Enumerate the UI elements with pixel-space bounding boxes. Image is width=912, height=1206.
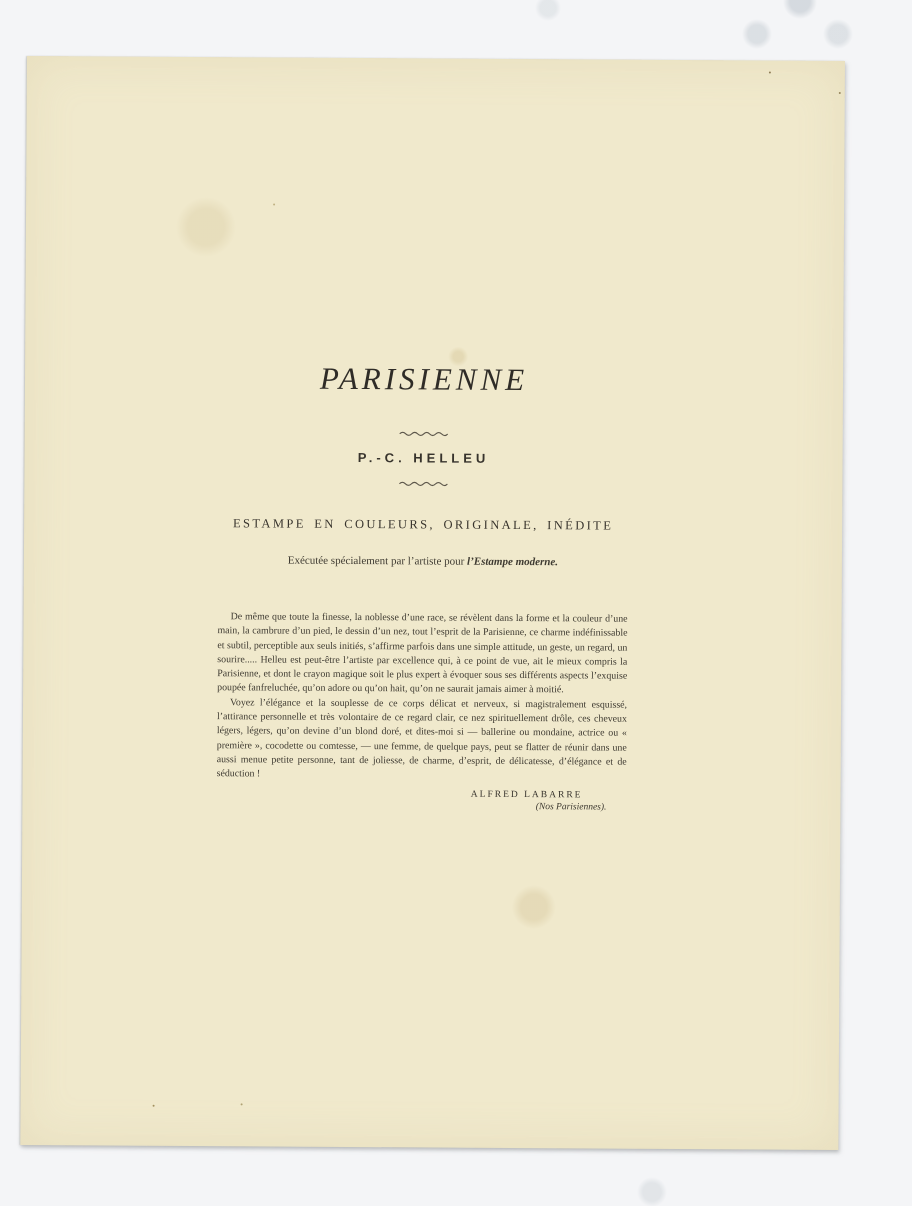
page-content [214,57,631,1148]
page-title: PARISIENNE [319,360,529,398]
paragraph-2: Voyez l’élégance et la souplesse de ce corps délicat et nerveux, si magistralement esquissé, l’attirance personnelle et très volontaire de ce regard clair, ce nez spirituellement drôle, ces cheveux légers, légers, qu’on devine d’un blond doré, et dites-moi si — ballerine ou mondaine, actrice ou « première », cocodette ou comtesse, — une femme, de quelque pays, peut se flatter de réunir dans une aussi menue petite personne, tant de joliesse, de charme, d’esprit, de délicatesse, d’élégance et de séduction ! [216,697,628,780]
wavy-rule-icon [218,478,628,488]
wavy-rule-icon [219,428,629,438]
signature: ALFRED LABARRE [470,789,583,800]
paragraph-1: De même que toute la finesse, la noblesse d’une race, se révèlent dans la forme et la couleur d’une main, la cambrure d’un pied, le dessin d’un nez, tout l’esprit de la Parisienne, ce charme indéfinissable et subtil, perceptible aux seuls initiés, s’affirme parfois dans une simple attitude, un geste, un regard, un sourire..... Helleu est peut-être l’artiste par excellence qui, à ce point de vue, ait le mieux compris la Parisienne, et dont le crayon magique soit le plus expert à évoquer sous ses différents aspects l’exquise poupée fanfreluchée, qu’on adore ou qu’on hait, qu’on ne saurait jamais aimer à moitié. [217,611,628,696]
artist-name: P.-C. HELLEU [357,450,490,466]
body-text-block [216,610,627,812]
signature-source: (Nos Parisiennes). [535,801,607,813]
paper-page [20,56,845,1150]
dedication-roman-text: Exécutée spécialement par l’artiste pour [287,554,468,568]
dedication-line [218,554,628,569]
edition-subtitle: ESTAMPE EN COULEURS, ORIGINALE, INÉDITE [232,516,614,533]
dedication-italic-text: l’Estampe moderne. [466,555,559,569]
paper-specks [27,56,29,58]
